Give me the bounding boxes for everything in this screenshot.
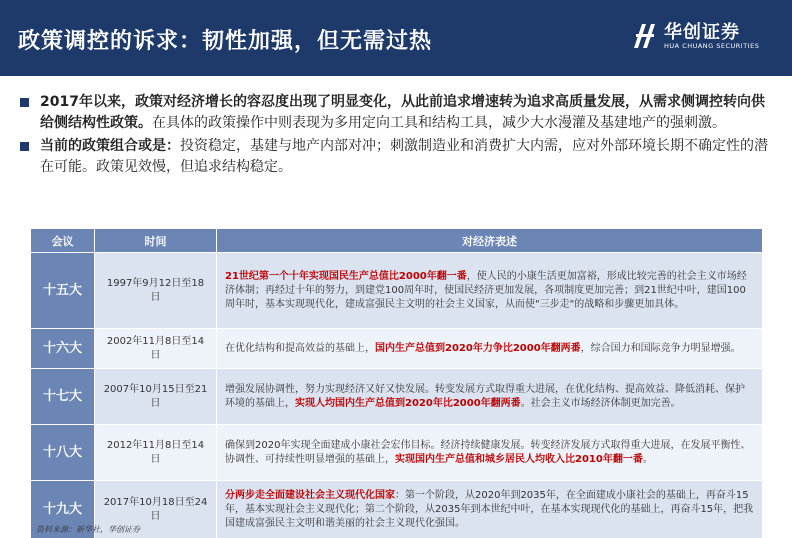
statement-cell [217, 481, 763, 538]
bullet-square-icon [20, 142, 29, 151]
meeting-cell: 十五大 [31, 253, 95, 329]
statement-text: ：第一个阶段，从2020年到2035年，在全面建成小康社会的基础上，再奋斗15年，基本实现社会主义现代化；第二个阶段，从2035年到本世纪中叶，在基本实现现代化的基础上，再奋斗15年，把我国建成富强民主文明和谐美丽的社会主义现代化强国。 [225, 489, 754, 529]
time-cell: 1997年9月12日至18日 [95, 253, 217, 329]
statement-highlight: 21世纪第一个十年实现国民生产总值比2000年翻一番 [225, 270, 467, 282]
statement-cell [217, 425, 763, 481]
bullet-text: 投资稳定，基建与地产内部对冲；刺激制造业和消费扩大内需，应对外部环境长期不确定性的潜在可能。政策见效慢，但追求结构稳定。 [40, 138, 768, 175]
statement-highlight: 实现国内生产总值和城乡居民人均收入比2010年翻一番 [395, 453, 643, 465]
statement-text: 增强发展协调性，努力实现经济又好又快发展。转变发展方式取得重大进展，在优化结构、提高效益、降低消耗、保护环境的基础上， [225, 383, 745, 409]
bullet-list [18, 92, 778, 180]
bullet-square-icon [20, 98, 29, 107]
bullet-item [18, 136, 778, 178]
time-cell: 2017年10月18日至24日 [95, 481, 217, 538]
statement-text: 在优化结构和提高效益的基础上， [225, 342, 375, 354]
logo-text-en: HUA CHUANG SECURITIES [664, 42, 760, 50]
statement-text: ，综合国力和国际竞争力明显增强。 [580, 342, 741, 354]
column-header-meeting: 会议 [31, 229, 95, 253]
table-row [31, 481, 763, 538]
table-row [31, 329, 763, 369]
statement-highlight: 实现人均国内生产总值到2020年比2000年翻两番 [295, 397, 521, 409]
company-logo [632, 18, 782, 58]
table-header-row [31, 229, 763, 253]
meeting-cell: 十八大 [31, 425, 95, 481]
column-header-statement: 对经济表述 [217, 229, 763, 253]
statement-cell [217, 329, 763, 369]
time-cell: 2007年10月15日至21日 [95, 369, 217, 425]
bullet-bold-text: 2017年以来，政策对经济增长的容忍度出现了明显变化，从此前追求增速转为追求高质量发展，从需求侧调控转向供给侧结构性政策。 [40, 94, 765, 131]
source-note: 资料来源：新华社，华创证券 [36, 525, 140, 534]
meeting-cell: 十七大 [31, 369, 95, 425]
statement-highlight: 国内生产总值到2020年力争比2000年翻两番 [375, 342, 581, 354]
statement-cell [217, 369, 763, 425]
time-cell: 2012年11月8日至14日 [95, 425, 217, 481]
meeting-cell: 十九大 [31, 481, 95, 538]
logo-mark-icon [632, 20, 658, 50]
page-title: 政策调控的诉求：韧性加强，但无需过热 [18, 29, 433, 54]
bullet-bold-text: 当前的政策组合或是： [40, 138, 180, 154]
logo-text-cn: 华创证券 [664, 22, 740, 43]
bullet-item [18, 92, 778, 134]
statement-cell [217, 253, 763, 329]
statement-text: ，使人民的小康生活更加富裕，形成比较完善的社会主义市场经济体制；再经过十年的努力，到建党100周年时，使国民经济更加发展，各项制度更加完善；到21世纪中叶，建国100周年时，基本实现现代化，建成富强民主文明的社会主义国家，从而使"三步走"的战略和步骤更加具体。 [225, 270, 747, 310]
statement-text: 。社会主义市场经济体制更加完善。 [520, 397, 681, 409]
statement-text: 。 [642, 453, 653, 465]
table-row [31, 369, 763, 425]
meeting-cell: 十六大 [31, 329, 95, 369]
statement-text: 确保到2020年实现全面建成小康社会宏伟目标。经济持续健康发展。转变经济发展方式取得重大进展，在发展平衡性、协调性、可持续性明显增强的基础上， [225, 439, 751, 465]
table-row [31, 425, 763, 481]
bullet-text: 在具体的政策操作中则表现为多用定向工具和结构工具，减少大水漫灌及基建地产的强刺激。 [152, 115, 726, 131]
header-bar [0, 0, 792, 76]
statement-highlight: 分两步走全面建设社会主义现代化国家 [225, 489, 395, 501]
time-cell: 2002年11月8日至14日 [95, 329, 217, 369]
column-header-time: 时间 [95, 229, 217, 253]
table-row [31, 253, 763, 329]
policy-table [30, 228, 763, 538]
